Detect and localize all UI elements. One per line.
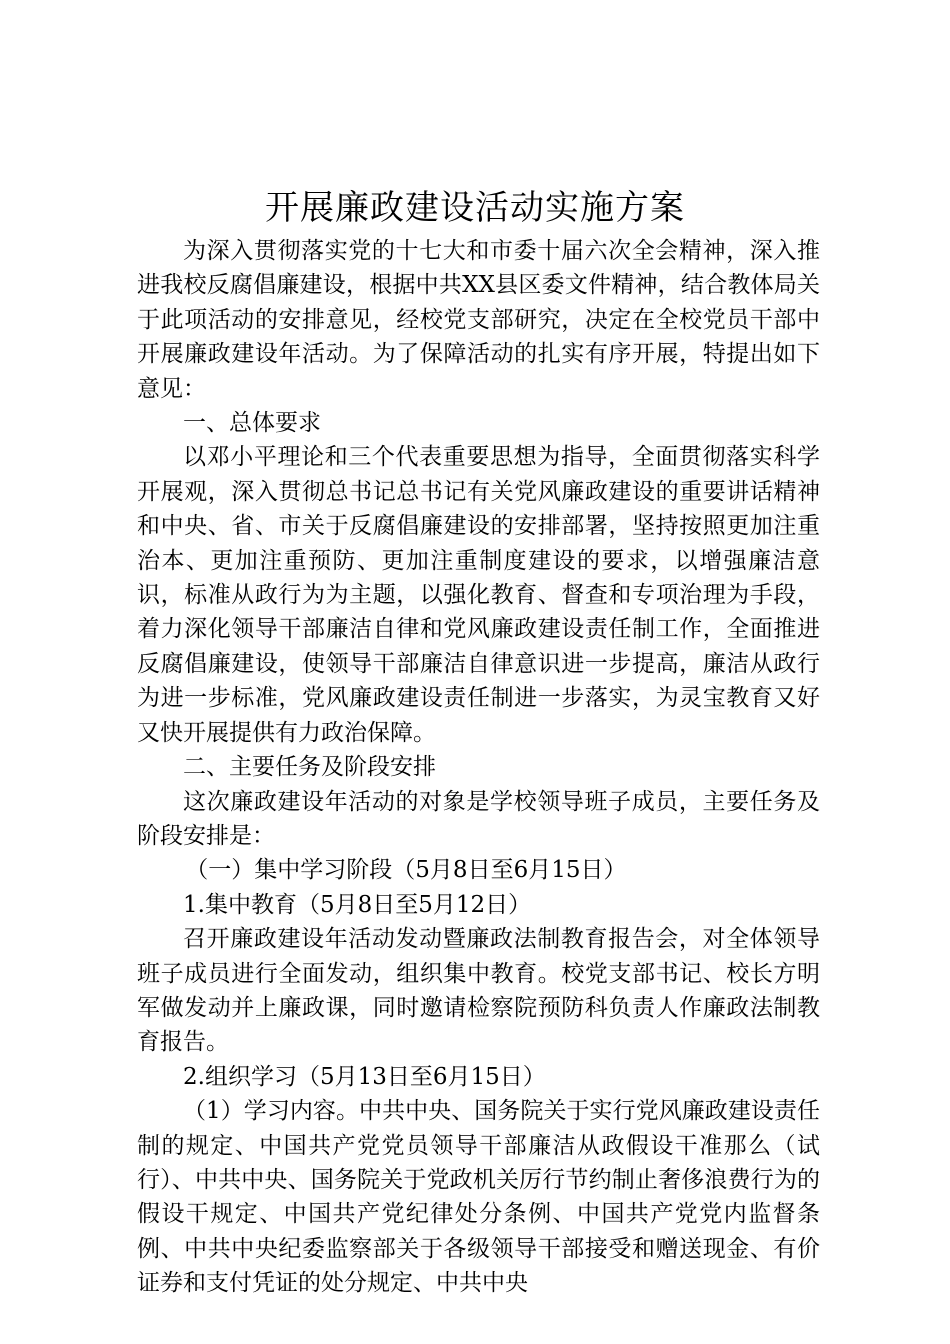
paragraph-main-tasks: 这次廉政建设年活动的对象是学校领导班子成员，主要任务及阶段安排是： bbox=[137, 788, 820, 849]
section-heading-main-tasks: 二、主要任务及阶段安排 bbox=[183, 754, 436, 781]
paragraph-study-content: （1）学习内容。中共中央、国务院关于实行党风廉政建设责任制的规定、中国共产党党员领导干部廉洁从政假设干准那么（试行）、中共中央、国务院关于党政机关厉行节约制止奢侈浪费行为的假设干规定、中国共产党纪律处分条例、中国共产党党内监督条例、中共中央纪委监察部关于各级领导干部接受和赠送现金、有价证券和支付凭证的处分规定、中共中央 bbox=[137, 1098, 820, 1297]
subsection-heading-study-stage: （一）集中学习阶段（5月8日至6月15日） bbox=[185, 857, 627, 884]
document-title: 开展廉政建设活动实施方案 bbox=[265, 188, 685, 228]
paragraph-intro: 为深入贯彻落实党的十七大和市委十届六次全会精神，深入推进我校反腐倡廉建设，根据中共XX县区委文件精神，结合教体局关于此项活动的安排意见，经校党支部研究，决定在全校党员干部中开展廉政建设年活动。为了保障活动的扎实有序开展，特提出如下意见： bbox=[137, 238, 820, 402]
paragraph-centralized-education: 召开廉政建设年活动发动暨廉政法制教育报告会，对全体领导班子成员进行全面发动，组织集中教育。校党支部书记、校长方明军做发动并上廉政课，同时邀请检察院预防科负责人作廉政法制教育报告。 bbox=[137, 926, 820, 1056]
section-heading-general-requirements: 一、总体要求 bbox=[183, 410, 321, 437]
paragraph-general-requirements: 以邓小平理论和三个代表重要思想为指导，全面贯彻落实科学开展观，深入贯彻总书记总书记有关党风廉政建设的重要讲话精神和中央、省、市关于反腐倡廉建设的安排部署，坚持按照更加注重治本、更加注重预防、更加注重制度建设的要求，以增强廉洁意识，标准从政行为为主题，以强化教育、督查和专项治理为手段，着力深化领导干部廉洁自律和党风廉政建设责任制工作，全面推进反腐倡廉建设，使领导干部廉洁自律意识进一步提高，廉洁从政行为进一步标准，党风廉政建设责任制进一步落实，为灵宝教育又好又快开展提供有力政治保障。 bbox=[137, 444, 820, 746]
document-body bbox=[137, 234, 820, 1301]
item-heading-organized-study: 2.组织学习（5月13日至6月15日） bbox=[183, 1063, 546, 1090]
item-heading-centralized-education: 1.集中教育（5月8日至5月12日） bbox=[183, 891, 532, 918]
